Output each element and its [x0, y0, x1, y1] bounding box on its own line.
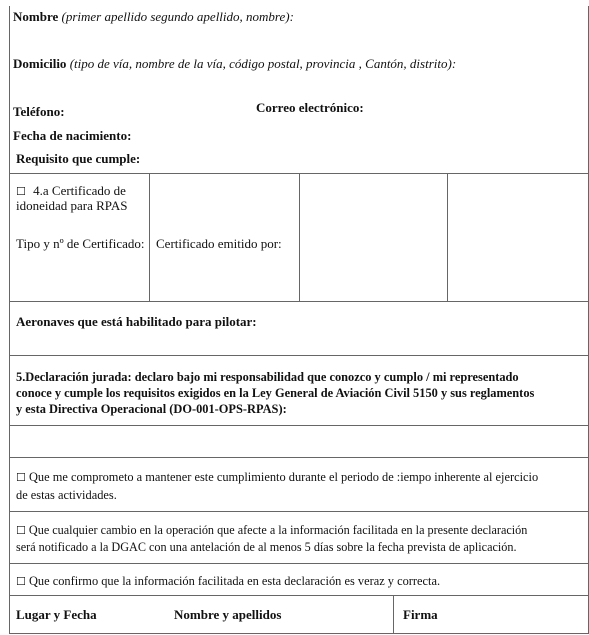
clause-3[interactable]: [16, 573, 440, 590]
domicilio-hint: (tipo de vía, nombre de la vía, código postal, provincia , Cantón, distrito):: [69, 56, 457, 71]
nombre-apellidos-field[interactable]: [174, 607, 281, 623]
clause-1-line1: Que me comprometo a mantener este cumplimiento durante el periodo de :iempo inherente al ejercicio: [28, 470, 539, 484]
firma-label: Firma: [403, 607, 438, 622]
lugar-fecha-label: Lugar y Fecha: [16, 607, 97, 622]
certificado-label-line2: idoneidad para RPAS: [16, 198, 128, 213]
emitido-por-label: Certificado emitido por:: [156, 236, 282, 251]
declaracion-line1: [16, 369, 519, 385]
fecha-nacimiento-field[interactable]: [13, 128, 131, 144]
declaracion-text-1: 5.Declaración jurada: declaro bajo mi responsabilidad que conozco y cumplo / mi representado: [16, 370, 519, 384]
aeronaves-label: Aeronaves que está habilitado para pilotar:: [16, 314, 257, 329]
nombre-apellidos-label: Nombre y apellidos: [174, 607, 282, 622]
telefono-field[interactable]: [13, 104, 65, 120]
checkbox-icon[interactable]: ☐: [16, 575, 26, 588]
column-divider: [447, 173, 448, 301]
divider: [10, 425, 588, 426]
declaracion-line3: [16, 401, 287, 417]
nombre-label: Nombre: [13, 9, 59, 24]
clause-3-line1: Que confirmo que la información facilitada en esta declaración es veraz y correcta.: [28, 574, 441, 588]
checkbox-icon[interactable]: ☐: [16, 471, 26, 484]
divider: [10, 457, 588, 458]
clause-2-line2: será notificado a la DGAC con una antelación de al menos 5 días sobre la fecha prevista de aplicación.: [16, 540, 517, 554]
correo-field[interactable]: [256, 100, 364, 116]
declaracion-text-2: conoce y cumple los requisitos exigidos en la Ley General de Aviación Civil 5150 y sus reglamentos: [16, 386, 535, 400]
requisito-label: Requisito que cumple:: [16, 151, 141, 166]
firma-field[interactable]: [403, 607, 438, 623]
requisito-field[interactable]: [16, 151, 140, 167]
aeronaves-field[interactable]: [16, 314, 257, 330]
divider: [10, 301, 588, 302]
correo-label: Correo electrónico:: [256, 100, 364, 115]
declaracion-line2: [16, 385, 534, 401]
divider: [10, 633, 588, 634]
divider: [10, 355, 588, 356]
clause-2-line1: Que cualquier cambio en la operación que afecte a la información facilitada en la presente declaración: [28, 523, 528, 537]
column-divider: [299, 173, 300, 301]
lugar-fecha-field[interactable]: [16, 607, 97, 623]
fecha-nacimiento-label: Fecha de nacimiento:: [13, 128, 132, 143]
column-divider: [149, 173, 150, 301]
nombre-hint: (primer apellido segundo apellido, nombre):: [61, 9, 294, 24]
declaracion-text-3: y esta Directiva Operacional (DO-001-OPS-RPAS):: [16, 402, 287, 416]
clause-2[interactable]: [16, 522, 527, 539]
domicilio-label: Domicilio: [13, 56, 67, 71]
telefono-label: Teléfono:: [13, 104, 65, 119]
divider: [10, 563, 588, 564]
checkbox-icon[interactable]: ☐: [16, 185, 26, 198]
clause-1[interactable]: [16, 469, 538, 486]
checkbox-icon[interactable]: ☐: [16, 524, 26, 537]
declaration-form: [9, 6, 589, 634]
tipo-certificado-label: Tipo y nº de Certificado:: [16, 236, 145, 251]
nombre-field[interactable]: [13, 9, 294, 25]
domicilio-field[interactable]: [13, 56, 456, 72]
divider: [10, 511, 588, 512]
divider: [10, 595, 588, 596]
clause-1-line2: de estas actividades.: [16, 488, 117, 502]
column-divider: [393, 595, 394, 633]
certificado-label-line1: 4.a Certificado de: [33, 183, 126, 198]
